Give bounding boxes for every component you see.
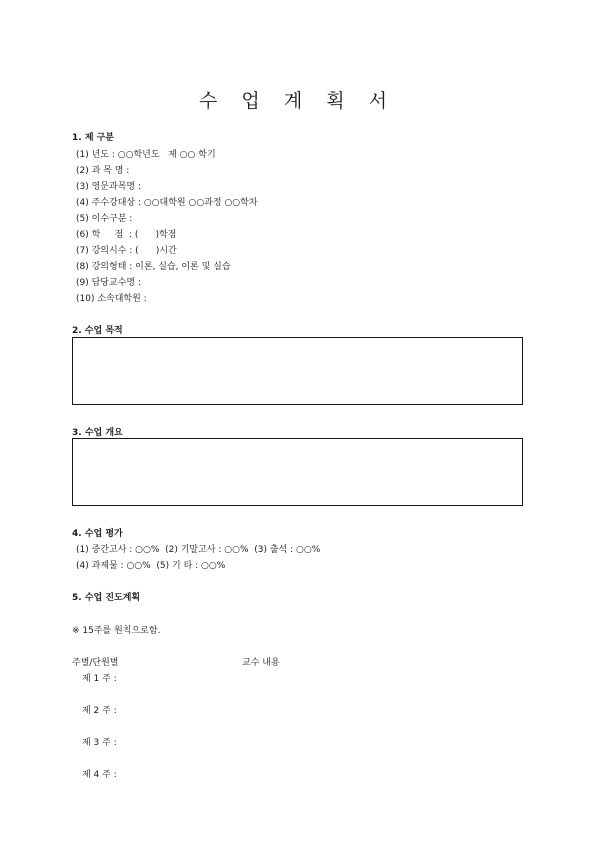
info-target: (4) 주수강대상 : ○○대학원 ○○과정 ○○학차 — [76, 198, 258, 208]
column-content-header: 교수 내용 — [242, 658, 280, 668]
section-5-heading: 5. 수업 진도계획 — [72, 593, 141, 603]
info-graduate-school: (10) 소속대학원 : — [76, 294, 147, 304]
evaluation-line-2: (4) 과제물 : ○○% (5) 기 타 : ○○% — [76, 561, 226, 571]
overview-box[interactable] — [72, 438, 523, 506]
info-english-name: (3) 영문과목명 : — [76, 182, 141, 192]
info-course-name: (2) 과 목 명 : — [76, 166, 130, 176]
section-1-heading: 1. 제 구분 — [72, 133, 115, 143]
week-row: 제 1 주 : — [82, 674, 117, 684]
purpose-box[interactable] — [72, 337, 523, 405]
column-week-header: 주별/단원별 — [72, 658, 119, 668]
section-3-heading: 3. 수업 개요 — [72, 428, 123, 438]
info-format: (8) 강의형태 : 이론, 실습, 이론 및 실습 — [76, 262, 231, 272]
schedule-note: ※ 15주를 원칙으로함. — [72, 626, 161, 636]
week-row: 제 2 주 : — [82, 706, 117, 716]
info-year: (1) 년도 : ○○학년도 제 ○○ 학기 — [76, 150, 216, 160]
section-4-heading: 4. 수업 평가 — [72, 529, 123, 539]
section-2-heading: 2. 수업 목적 — [72, 326, 123, 336]
evaluation-line-1: (1) 중간고사 : ○○% (2) 기말고사 : ○○% (3) 출석 : ○○% — [76, 545, 321, 555]
info-category: (5) 이수구분 : — [76, 214, 133, 224]
info-professor: (9) 담당교수명 : — [76, 278, 141, 288]
week-row: 제 4 주 : — [82, 770, 117, 780]
page-title: 수 업 계 획 서 — [199, 90, 396, 112]
info-credits: (6) 학 점 : ( )학점 — [76, 230, 177, 240]
info-hours: (7) 강의시수 : ( )시간 — [76, 246, 177, 256]
week-row: 제 3 주 : — [82, 738, 117, 748]
